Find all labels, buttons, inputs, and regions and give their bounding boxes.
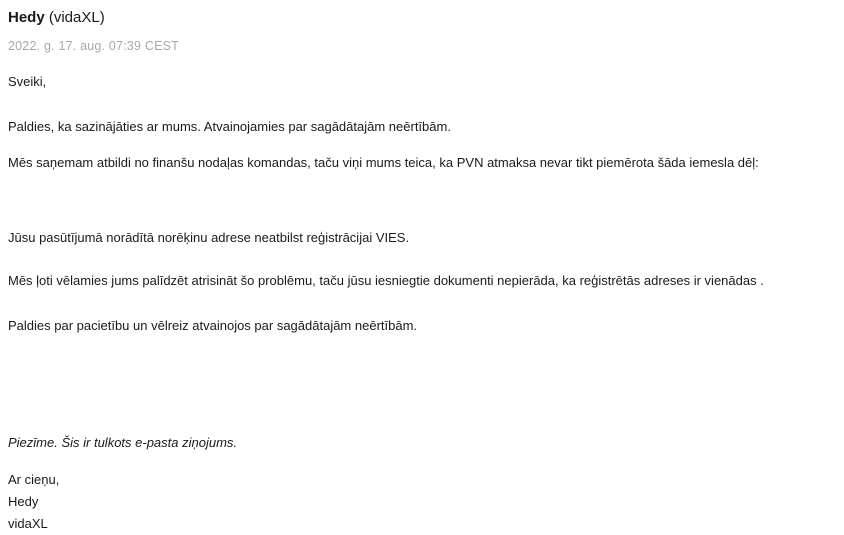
body-paragraph-3: Jūsu pasūtījumā norādītā norēķinu adrese neatbilst reģistrācijai VIES. bbox=[8, 230, 410, 245]
body-paragraph-4: Mēs ļoti vēlamies jums palīdzēt atrisināt šo problēmu, taču jūsu iesniegtie dokumenti nepierāda, ka reģistrētās adreses ir vienādas . bbox=[8, 273, 764, 288]
sender-header bbox=[8, 9, 105, 26]
signature-name: Hedy bbox=[8, 494, 39, 509]
closing-text: Ar cieņu, bbox=[8, 472, 60, 487]
signature-company: vidaXL bbox=[8, 516, 48, 531]
translation-note: Piezīme. Šis ir tulkots e-pasta ziņojums. bbox=[8, 435, 238, 450]
body-paragraph-5: Paldies par pacietību un vēlreiz atvainojos par sagādātajām neērtībām. bbox=[8, 318, 418, 333]
body-paragraph-1: Paldies, ka sazinājāties ar mums. Atvainojamies par sagādātajām neērtībām. bbox=[8, 119, 451, 134]
body-paragraph-2: Mēs saņemam atbildi no finanšu nodaļas komandas, taču viņi mums teica, ka PVN atmaksa nevar tikt piemērota šāda iemesla dēļ: bbox=[8, 155, 759, 170]
sender-organization: (vidaXL) bbox=[48, 9, 105, 26]
greeting-text: Sveiki, bbox=[8, 74, 47, 89]
message-timestamp: 2022. g. 17. aug. 07:39 CEST bbox=[8, 39, 179, 53]
sender-name[interactable]: Hedy bbox=[8, 9, 45, 26]
